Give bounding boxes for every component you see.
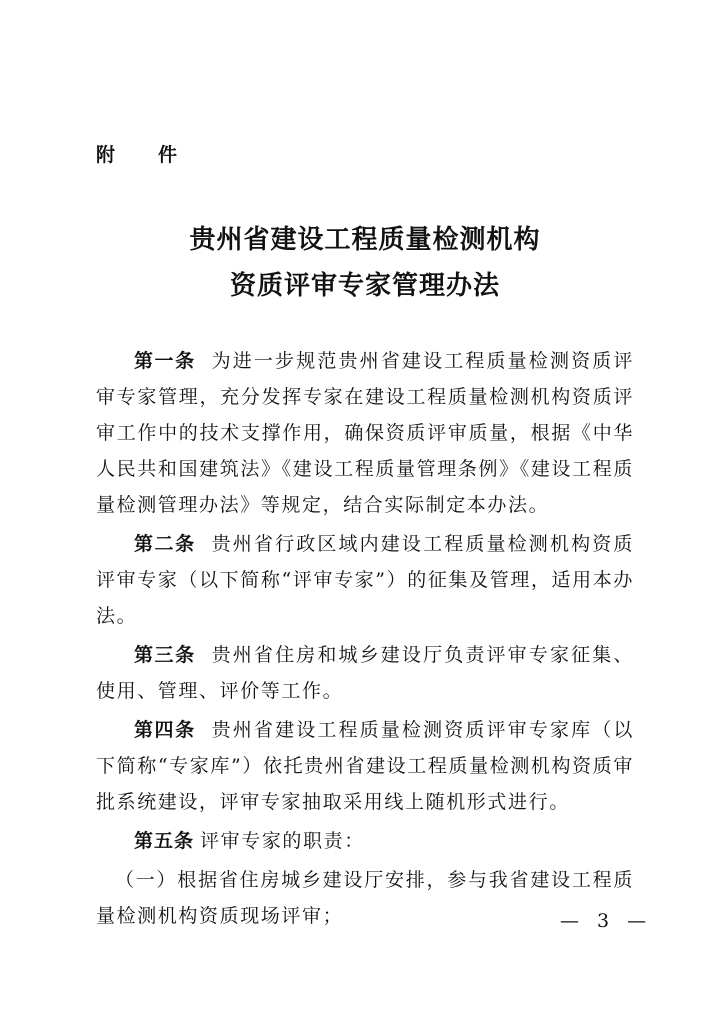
- article-5-number: 第五条: [134, 830, 195, 852]
- article-3: [96, 637, 634, 709]
- article-5: [96, 823, 634, 859]
- page-number: — 3 —: [560, 910, 653, 932]
- document-body: [96, 343, 634, 934]
- article-1: [96, 343, 634, 523]
- document-title-line-1: 贵州省建设工程质量检测机构: [189, 225, 541, 255]
- article-4: [96, 712, 634, 820]
- article-2: [96, 526, 634, 634]
- article-1-text: 为进一步规范贵州省建设工程质量检测资质评审专家管理，充分发挥专家在建设工程质量检测机构资质评审工作中的技术支撑作用，确保资质评审质量，根据《中华人民共和国建筑法》《建设工程质量管理条例》《建设工程质量检测管理办法》等规定，结合实际制定本办法。: [96, 350, 634, 516]
- article-2-text: 贵州省行政区域内建设工程质量检测机构资质评审专家（以下简称“评审专家”）的征集及管理，适用本办法。: [96, 533, 634, 627]
- article-3-number: 第三条: [134, 644, 196, 666]
- article-5-text: 评审专家的职责：: [200, 830, 365, 852]
- article-4-text: 贵州省建设工程质量检测资质评审专家库（以下简称“专家库”）依托贵州省建设工程质量检测机构资质审批系统建设，评审专家抽取采用线上随机形式进行。: [96, 719, 634, 813]
- attachment-label: 附 件: [96, 144, 190, 166]
- article-5-item-1: （一）根据省住房城乡建设厅安排，参与我省建设工程质量检测机构资质现场评审；: [96, 869, 634, 927]
- article-4-number: 第四条: [134, 719, 196, 741]
- document-title-line-2: 资质评审专家管理办法: [229, 271, 500, 301]
- article-1-number: 第一条: [134, 350, 196, 372]
- article-2-number: 第二条: [134, 533, 196, 555]
- article-3-text: 贵州省住房和城乡建设厅负责评审专家征集、使用、管理、评价等工作。: [96, 644, 634, 702]
